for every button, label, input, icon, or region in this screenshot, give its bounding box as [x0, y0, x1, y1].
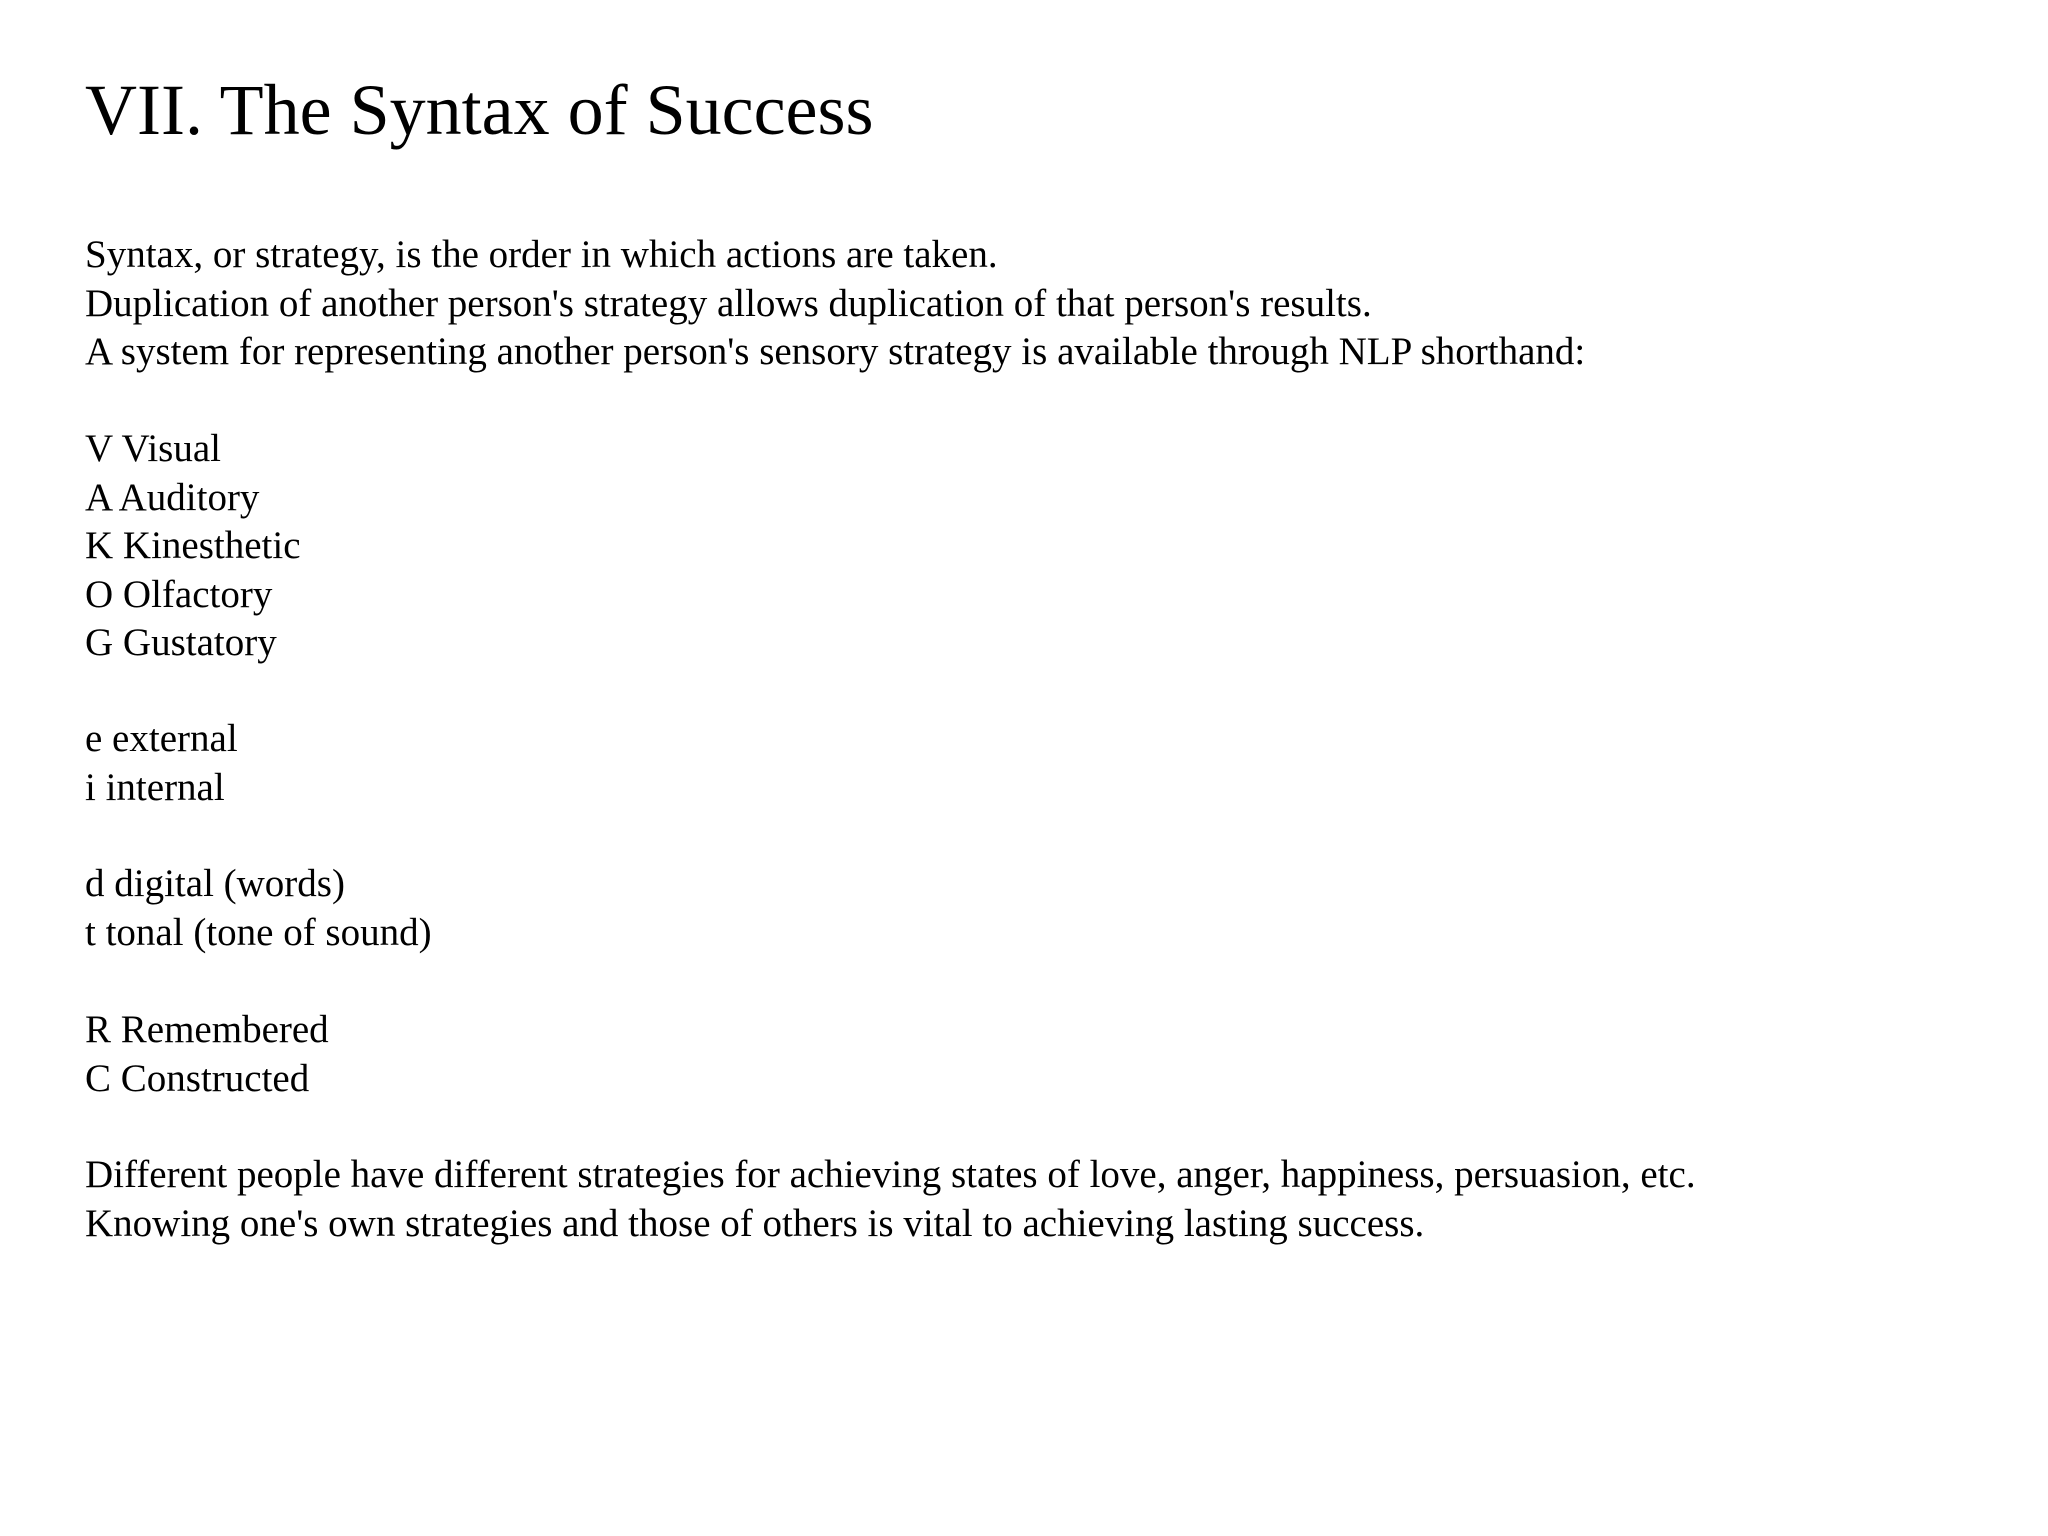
intro-line: Syntax, or strategy, is the order in which actions are taken.: [85, 233, 998, 276]
auditory-item-tonal: t tonal (tone of sound): [85, 910, 432, 954]
intro-line: Duplication of another person's strategy allows duplication of that person's results.: [85, 281, 1372, 325]
closing-line: Different people have different strategies for achieving states of love, anger, happiness, persuasion, etc.: [85, 1153, 1696, 1196]
time-list: [85, 1006, 329, 1103]
closing-line: Knowing one's own strategies and those of others is vital to achieving lasting success.: [85, 1201, 1425, 1245]
location-item-external: e external: [85, 717, 238, 760]
time-item-constructed: C Constructed: [85, 1056, 310, 1100]
intro-line: A system for representing another person's sensory strategy is available through NLP shorthand:: [85, 330, 1586, 373]
modality-item-gustatory: G Gustatory: [85, 621, 277, 664]
modality-list: [85, 425, 301, 668]
modality-item-kinesthetic: K Kinesthetic: [85, 524, 301, 567]
page-title: VII. The Syntax of Success: [85, 70, 874, 150]
time-item-remembered: R Remembered: [85, 1008, 329, 1051]
auditory-item-digital: d digital (words): [85, 862, 345, 905]
modality-item-visual: V Visual: [85, 427, 221, 470]
modality-item-olfactory: O Olfactory: [85, 572, 273, 616]
intro-paragraph: [85, 231, 1585, 377]
modality-item-auditory: A Auditory: [85, 475, 260, 519]
location-list: [85, 715, 238, 812]
auditory-type-list: [85, 860, 432, 957]
location-item-internal: i internal: [85, 765, 225, 809]
closing-paragraph: [85, 1151, 1696, 1248]
